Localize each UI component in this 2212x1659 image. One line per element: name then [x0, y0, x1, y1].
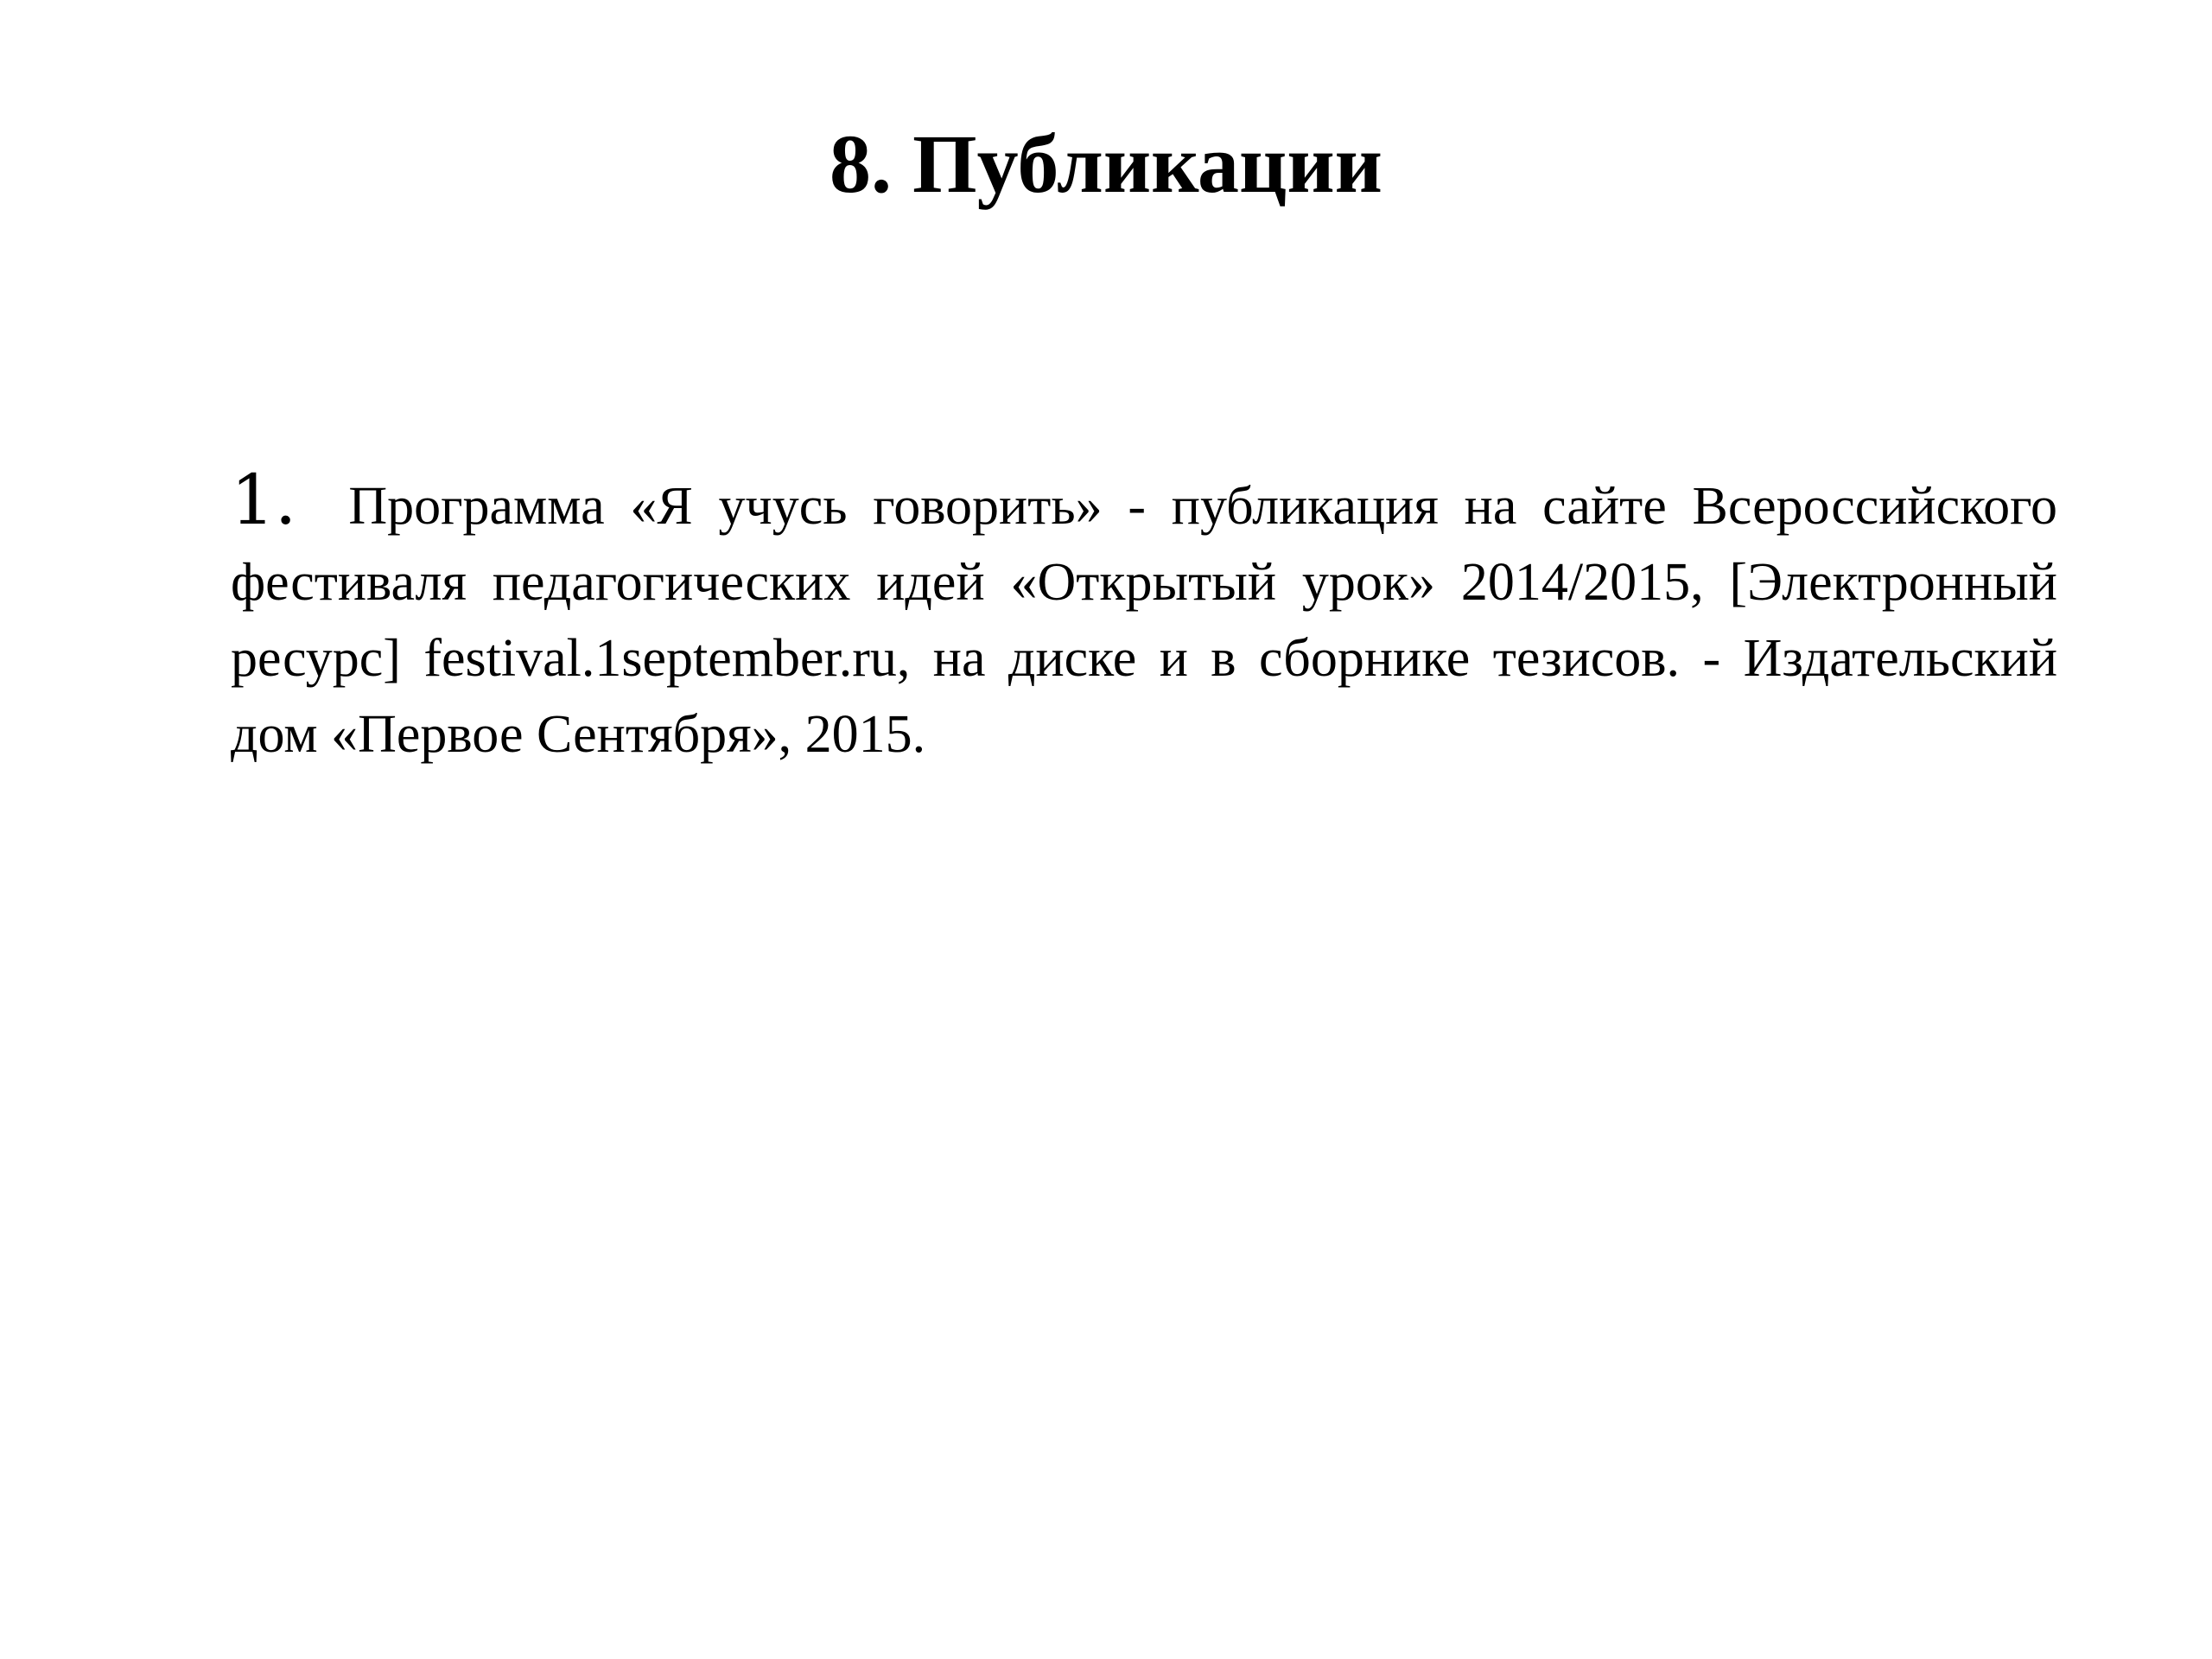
- list-item-text: Программа «Я учусь говорить» - публикация на сайте Всероссийского фестиваля педагогических идей «Открытый урок» 2014/2015, [Электронный ресурс] festival.1september.ru, на диске и в сборнике тезисов. - Издательский дом «Первое Сентября», 2015.: [231, 477, 2057, 764]
- list-item-number: 1.: [231, 460, 297, 540]
- page-title: 8. Публикации: [830, 118, 1382, 210]
- list-item: [231, 462, 2057, 772]
- publication-list: [231, 462, 2057, 772]
